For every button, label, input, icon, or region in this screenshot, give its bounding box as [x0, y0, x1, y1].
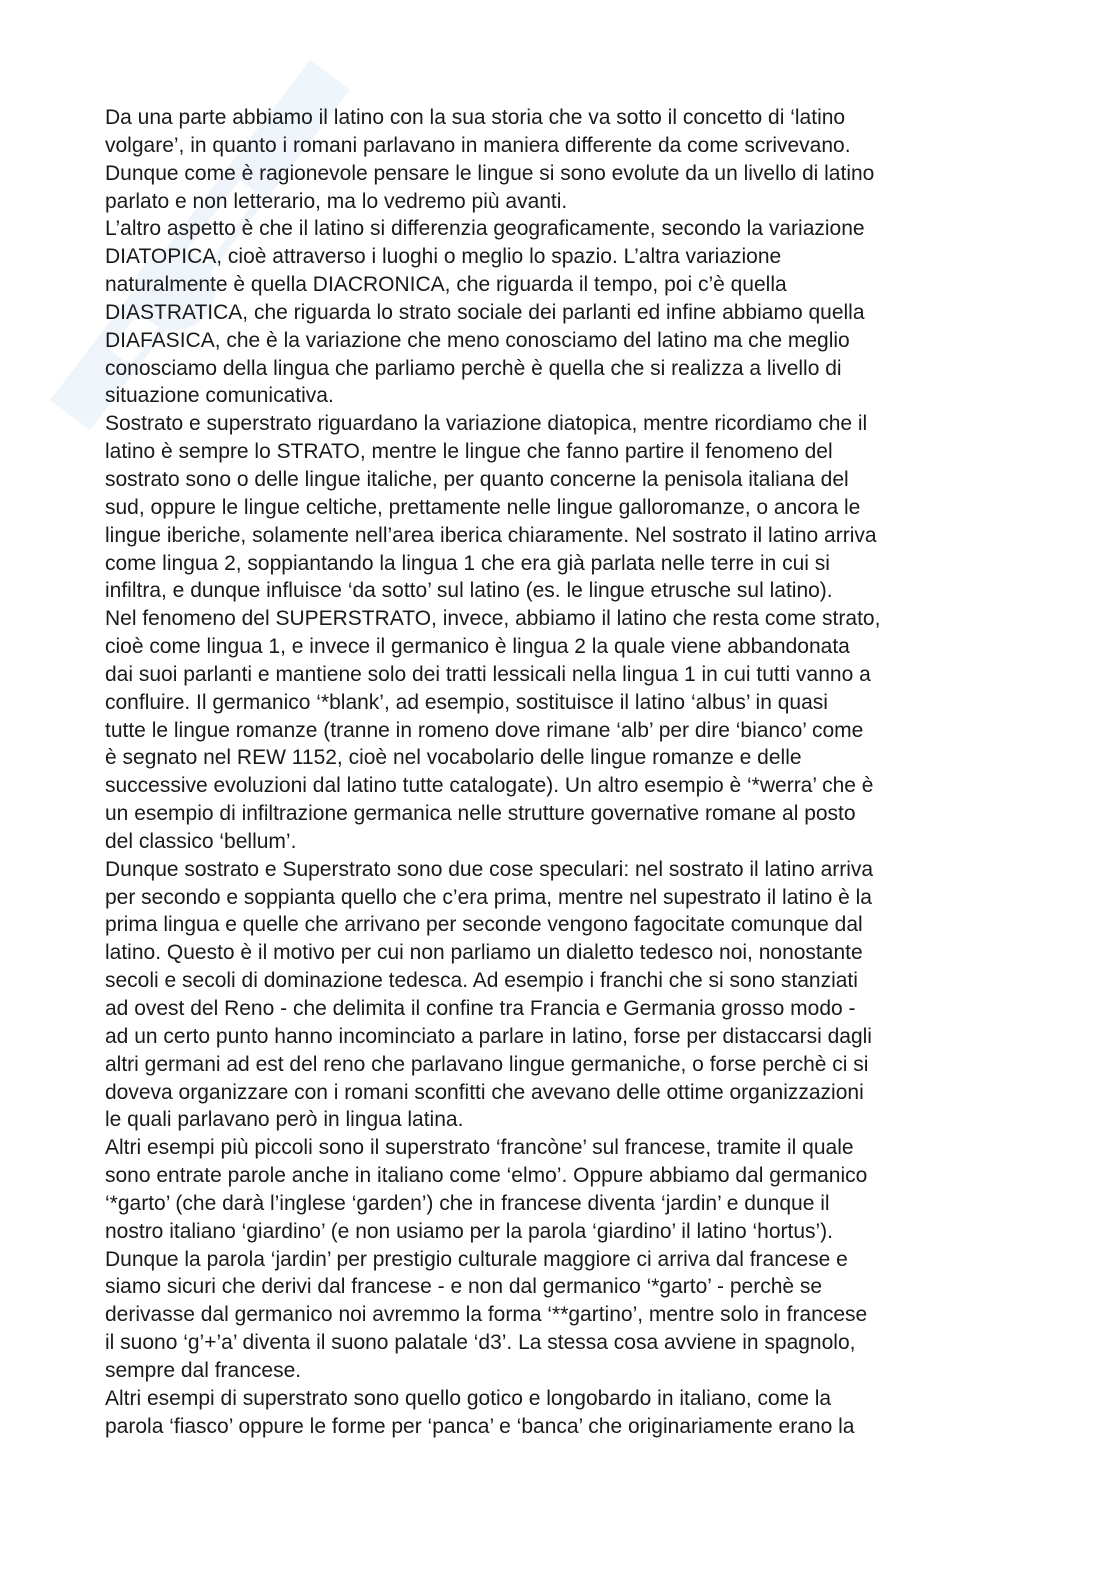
- paragraph-speculari: Dunque sostrato e Superstrato sono due cose speculari: nel sostrato il latino arriva per secondo e soppianta quello che c’era prima, mentre nel supestrato il latino è la prima lingua e quelle che arrivano per seconde vengono fagocitate comunque dal latino. Questo è il motivo per cui non parliamo un dialetto tedesco noi, nonostante secoli e secoli di dominazione tedesca. Ad esempio i franchi che si sono stanziati ad ovest del Reno - che delimita il confine tra Francia e Germania grosso modo - ad un certo punto hanno incominciato a parlare in latino, forse per distaccarsi dagli altri germani ad est del reno che parlavano lingue germaniche, o forse perchè ci si doveva organizzare con i romani sconfitti che avevano delle ottime organizzazioni le quali parlavano però in lingua latina.: [105, 857, 874, 1132]
- paragraph-latino-volgare: Da una parte abbiamo il latino con la sua storia che va sotto il concetto di ‘latino volgare’, in quanto i romani parlavano in maniera differente da come scrivevano. Dunque come è ragionevole pensare le lingue si sono evolute da un livello di latino parlato e non letterario, ma lo vedremo più avanti.: [105, 106, 875, 213]
- paragraph-gotico-longobardo: Altri esempi di superstrato sono quello gotico e longobardo in italiano, come la parola ‘fiasco’ oppure le forme per ‘panca’ e ‘banca’ che originariamente erano la: [105, 1386, 855, 1438]
- paragraph-franco: Altri esempi più piccoli sono il superstrato ‘francòne’ sul francese, tramite il quale sono entrate parole anche in italiano come ‘elmo’. Oppure abbiamo dal germanico ‘*garto’ (che darà l’inglese ‘garden’) che in francese diventa ‘jardin’ e dunque il nostro italiano ‘giardino’ (e non usiamo per la parola ‘giardino’ il latino ‘hortus’). Dunque la parola ‘jardin’ per prestigio culturale maggiore ci arriva dal francese e siamo sicuri che derivi dal francese - e non dal germanico ‘*garto’ - perchè se derivasse dal germanico noi avremmo la forma ‘**gartino’, mentre solo in francese il suono ‘g’+’a’ diventa il suono palatale ‘d3’. La stessa cosa avviene in spagnolo, sempre dal francese.: [105, 1136, 868, 1382]
- paragraph-variazioni: L’altro aspetto è che il latino si differenzia geograficamente, secondo la variazione DIATOPICA, cioè attraverso i luoghi o meglio lo spazio. L’altra variazione naturalmente è quella DIACRONICA, che riguarda il tempo, poi c’è quella DIASTRATICA, che riguarda lo strato sociale dei parlanti ed infine abbiamo quella DIAFASICA, che è la variazione che meno conosciamo del latino ma che meglio conosciamo della lingua che parliamo perchè è quella che si realizza a livello di situazione comunicativa.: [105, 217, 865, 408]
- paragraph-sostrato: Sostrato e superstrato riguardano la variazione diatopica, mentre ricordiamo che il latino è sempre lo STRATO, mentre le lingue che fanno partire il fenomeno del sostrato sono o delle lingue italiche, per quanto concerne la penisola italiana del sud, oppure le lingue celtiche, prettamente nelle lingue galloromanze, o ancora le lingue iberiche, solamente nell’area iberica chiaramente. Nel sostrato il latino arriva come lingua 2, soppiantando la lingua 1 che era già parlata nelle terre in cui si infiltra, e dunque influisce ‘da sotto’ sul latino (es. le lingue etrusche sul latino).: [105, 412, 877, 603]
- document-body: [105, 104, 1005, 1441]
- paragraph-superstrato: Nel fenomeno del SUPERSTRATO, invece, abbiamo il latino che resta come strato, cioè come lingua 1, e invece il germanico è lingua 2 la quale viene abbandonata dai suoi parlanti e mantiene solo dei tratti lessicali nella lingua 1 in cui tutti vanno a confluire. Il germanico ‘*blank’, ad esempio, sostituisce il latino ‘albus’ in quasi tutte le lingue romanze (tranne in romeno dove rimane ‘alb’ per dire ‘bianco’ come è segnato nel REW 1152, cioè nel vocabolario delle lingue romanze e delle successive evoluzioni dal latino tutte catalogate). Un altro esempio è ‘*werra’ che è un esempio di infiltrazione germanica nelle strutture governative romane al posto del classico ‘bellum’.: [105, 607, 881, 853]
